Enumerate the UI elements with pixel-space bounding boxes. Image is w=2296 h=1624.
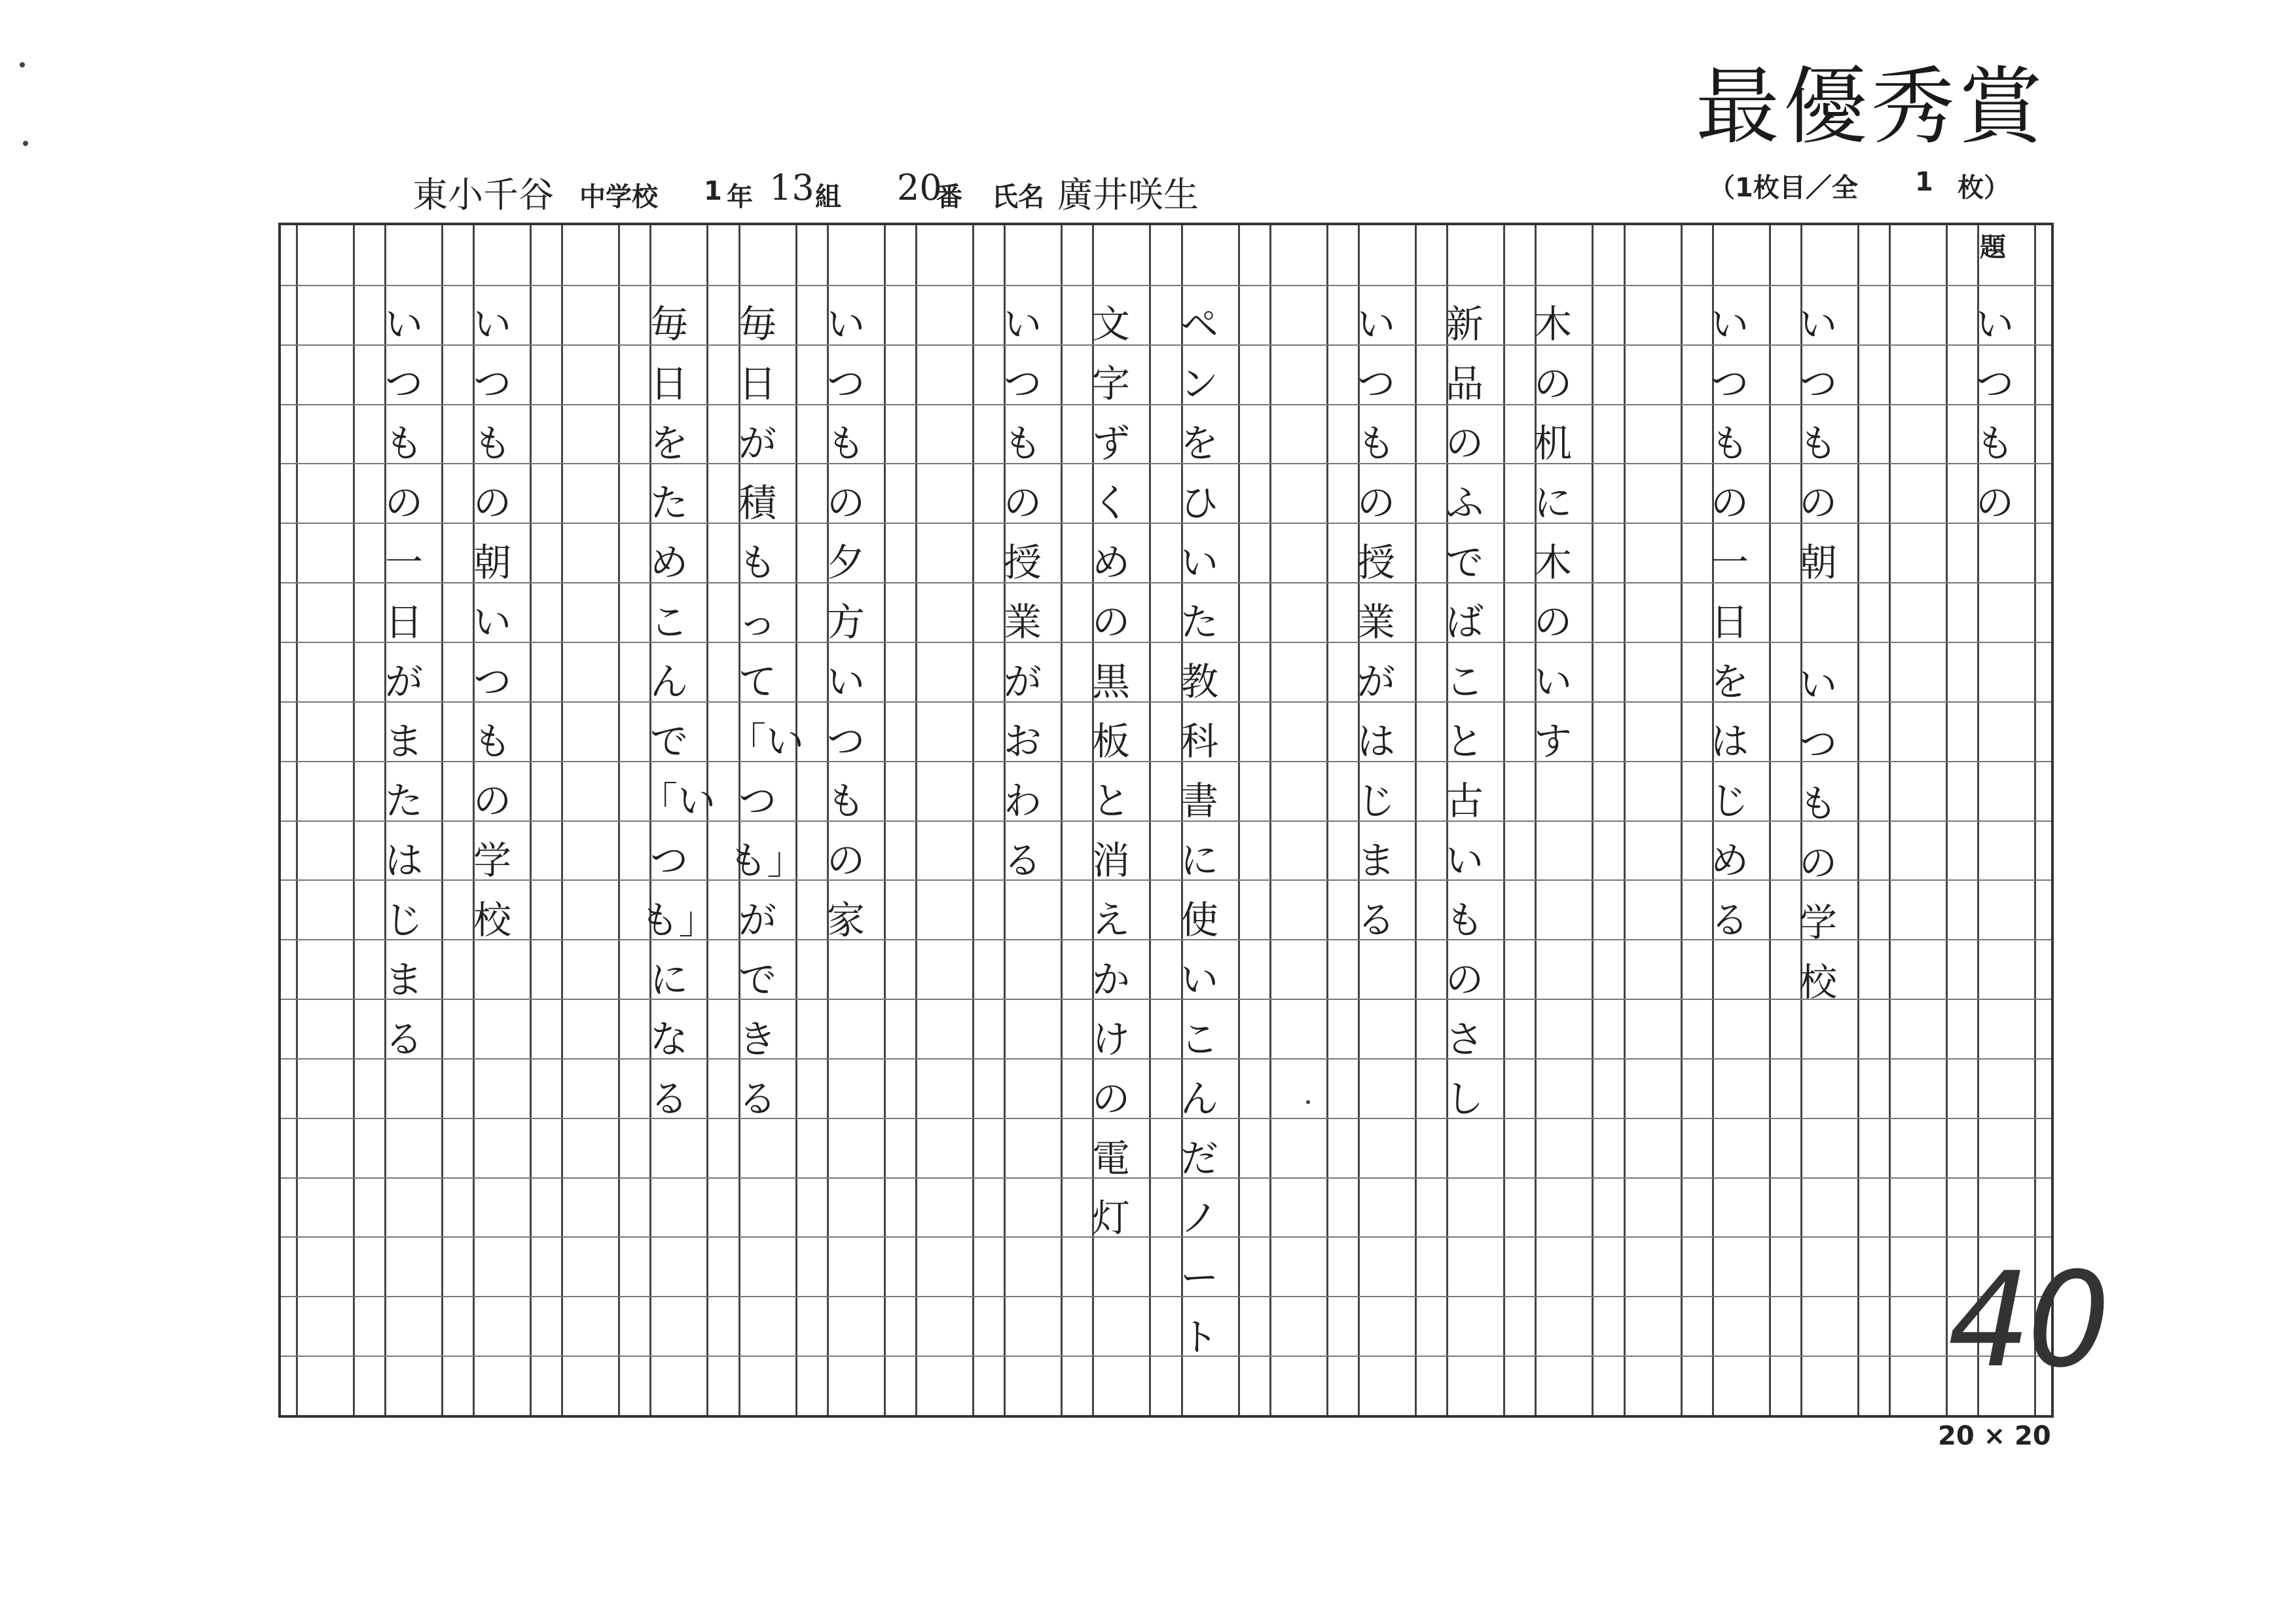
award-stamp: 最優秀賞: [1696, 58, 2047, 156]
poem-line: いつもの朝: [1798, 302, 1837, 585]
sheet-count-open: （1枚目／全: [1709, 173, 1858, 203]
poem-line: 毎日をためこんで「いつも」になる: [640, 302, 716, 1121]
grid-row-line: [281, 344, 2051, 346]
student-name: 廣井咲生: [1057, 174, 1199, 215]
poem-line: いつもの夕方いつもの家: [826, 302, 865, 942]
grid-row-line: [281, 582, 2051, 583]
scan-speck: [23, 141, 28, 146]
scan-speck: [20, 62, 25, 67]
poem-line: いつもの学校: [1798, 662, 1837, 1005]
paper-size-label: 20 × 20: [1938, 1421, 2051, 1451]
poem-line: いつもの朝いつもの学校: [473, 302, 511, 942]
poem-line: いつもの授業がはじまる: [1357, 302, 1395, 942]
grid-row-line: [281, 821, 2051, 822]
grid-row-line: [281, 879, 2051, 881]
poem-line: いつもの一日がまたはじまる: [384, 302, 423, 1061]
manuscript-grid: [278, 223, 2054, 1418]
grid-row-line: [281, 642, 2051, 643]
grid-row-line: [281, 404, 2051, 405]
poem-line: 新品のふでばこと古いものさし: [1445, 302, 1484, 1121]
scan-speck: [1306, 1100, 1310, 1104]
grid-row-line: [281, 999, 2051, 1000]
poem-title: いつもの: [1975, 302, 2014, 525]
poem-line: いつもの一日をはじめる: [1710, 302, 1749, 942]
poem-line: いつもの授業がおわる: [1003, 302, 1042, 883]
grid-row-line: [281, 1058, 2051, 1060]
grid-row-line: [281, 1236, 2051, 1238]
score-mark: 40: [1948, 1244, 2107, 1397]
poem-line: ペンをひいた教科書に使いこんだノート: [1180, 302, 1218, 1359]
class-label: 組: [815, 182, 841, 212]
poem-line: 毎日が積もって「いつも」ができる: [728, 302, 805, 1121]
grid-row-line: [281, 1177, 2051, 1179]
school-type: 中学校: [579, 182, 658, 212]
number-label: 番: [936, 182, 962, 212]
school-name: 東小千谷: [412, 174, 554, 215]
grid-row-line: [281, 1356, 2051, 1357]
grid-row-line: [281, 761, 2051, 762]
name-label: 氏名: [992, 182, 1044, 212]
grade-label: 年: [727, 182, 753, 212]
grid-row-line: [281, 1296, 2051, 1297]
student-number: 20: [897, 167, 942, 208]
grid-row-line: [281, 939, 2051, 940]
grid-row-line: [281, 701, 2051, 703]
class-number: 13: [769, 167, 814, 208]
grid-row-line: [281, 1118, 2051, 1119]
grid-row-line: [281, 463, 2051, 464]
sheet-count-total: 1: [1915, 167, 1933, 197]
title-label: 題: [1980, 232, 2006, 263]
grid-row-line: [281, 523, 2051, 524]
grade-number: 1: [704, 176, 722, 206]
grid-row-line: [281, 285, 2051, 286]
poem-line: 木の机に木のいす: [1533, 302, 1572, 764]
sheet-count-close: 枚）: [1958, 173, 2010, 203]
poem-line: 文字ずくめの黒板と消えかけの電灯: [1091, 302, 1130, 1240]
